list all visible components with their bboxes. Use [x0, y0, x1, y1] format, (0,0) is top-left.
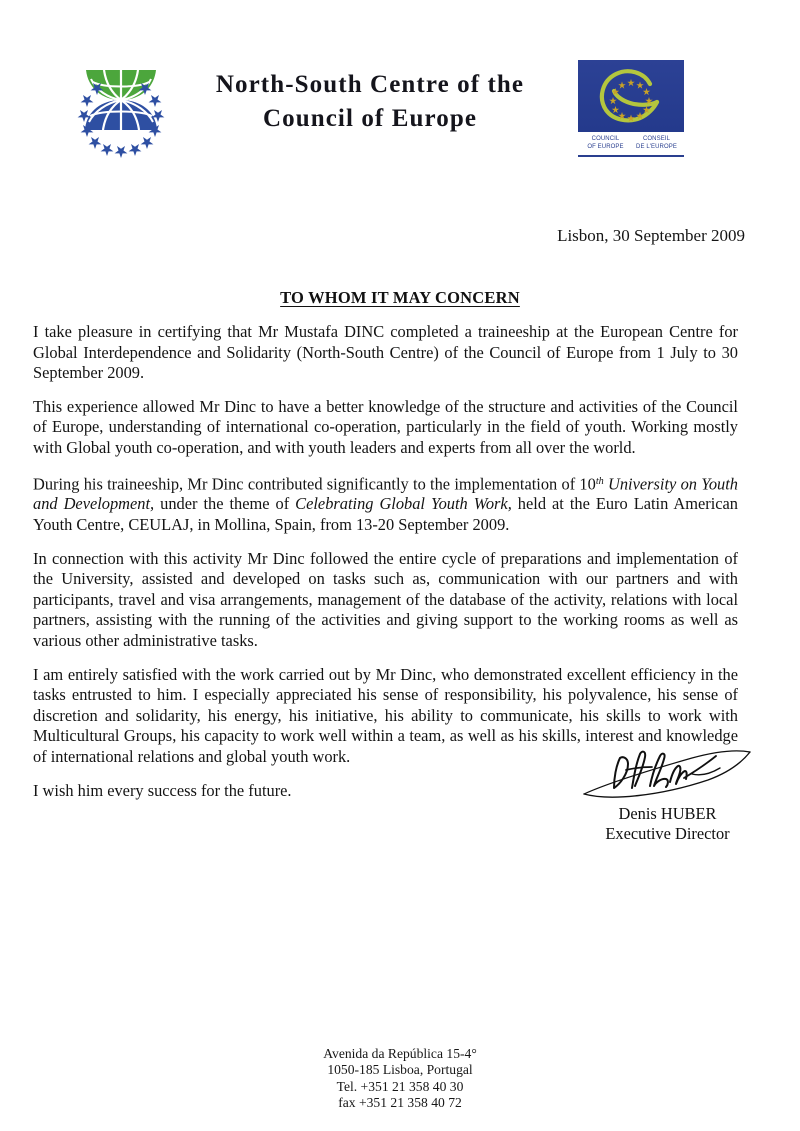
- page-title-line-1: North-South Centre of the: [215, 71, 525, 98]
- paragraph-6: I wish him every success for the future.: [33, 780, 292, 800]
- subject-heading-text: TO WHOM IT MAY CONCERN: [280, 288, 520, 307]
- coe-caption-french-line-1: CONSEIL: [642, 136, 671, 142]
- footer-address-city: 1050-185 Lisboa, Portugal: [327, 1062, 473, 1078]
- coe-caption-french-line-2: DE L'EUROPE: [636, 143, 677, 150]
- page-title: [180, 68, 560, 136]
- paragraph-3-italic-2: Celebrating Global Youth Work,: [295, 494, 512, 514]
- signatory-name: Denis HUBER: [618, 804, 717, 823]
- coe-caption-english-line-2: OF EUROPE: [587, 143, 624, 150]
- paragraph-2: This experience allowed Mr Dinc to have a better knowledge of the structure and activities of the Council of Europe, understanding of international co-operation, particularly in the field of youth. Working mostly with Global youth co-operation, and with youth leaders and experts from all over the world.: [33, 396, 738, 457]
- paragraph-3-segment-1: During his traineeship, Mr Dinc contributed significantly to the implementation of 10: [33, 473, 596, 493]
- date-line: Lisbon, 30 September 2009: [557, 226, 745, 245]
- page-title-line-2: Council of Europe: [262, 104, 478, 132]
- footer-telephone: Tel. +351 21 358 40 30: [336, 1078, 464, 1094]
- coe-caption-french: [631, 136, 682, 152]
- letterhead-footer: [0, 1046, 800, 1112]
- signature-block: [560, 744, 775, 844]
- paragraph-5: I am entirely satisfied with the work carried out by Mr Dinc, who demonstrated excellent efficiency in the tasks entrusted to him. I especially appreciated his sense of responsibility, his polyvalence, his sense of discretion and solidarity, his energy, his initiative, his ability to communicate, his skills to work with Multicultural Groups, his capacity to work well within a team, as well as his skills, interest and knowledge of international relations and global youth work.: [33, 664, 738, 766]
- paragraph-4: In connection with this activity Mr Dinc followed the entire cycle of preparations and implementation of the University, assisted and developed on tasks such as, communication with our partners and with participants, travel and visa arrangements, management of the database of the activity, relations with local partners, assisting with the running of the activities and giving support to the working rooms as well as various other administrative tasks.: [33, 548, 738, 650]
- paragraph-3-italic-1: University on Youth and Development,: [33, 473, 738, 514]
- paragraph-3-segment-3: held at the Euro Latin American Youth Centre, CEULAJ, in Mollina, Spain, from 13-20 September 2009.: [33, 494, 738, 535]
- paragraph-3-segment-2: under the theme of: [154, 494, 296, 514]
- signatory-role: Executive Director: [605, 824, 730, 843]
- north-south-centre-globe-logo: [72, 54, 170, 166]
- paragraph-1: I take pleasure in certifying that Mr Mustafa DINC completed a traineeship at the European Centre for Global Interdependence and Solidarity (North-South Centre) of the Council of Europe from 1 July to 30 September 2009.: [33, 322, 738, 383]
- subject-heading: [0, 288, 800, 308]
- footer-fax: fax +351 21 358 40 72: [338, 1095, 462, 1111]
- council-of-europe-logo: [578, 60, 684, 182]
- coe-flag-field: [578, 60, 684, 132]
- ordinal-suffix: th: [595, 475, 604, 487]
- letter-body: [33, 322, 738, 801]
- letterhead-header: [0, 46, 800, 172]
- handwritten-signature: [580, 744, 755, 806]
- footer-address-street: Avenida da República 15-4°: [323, 1046, 477, 1061]
- coe-logo-caption: [578, 134, 684, 157]
- coe-caption-english-line-1: COUNCIL: [591, 136, 620, 142]
- coe-caption-english: [580, 136, 631, 152]
- paragraph-3: [33, 472, 738, 536]
